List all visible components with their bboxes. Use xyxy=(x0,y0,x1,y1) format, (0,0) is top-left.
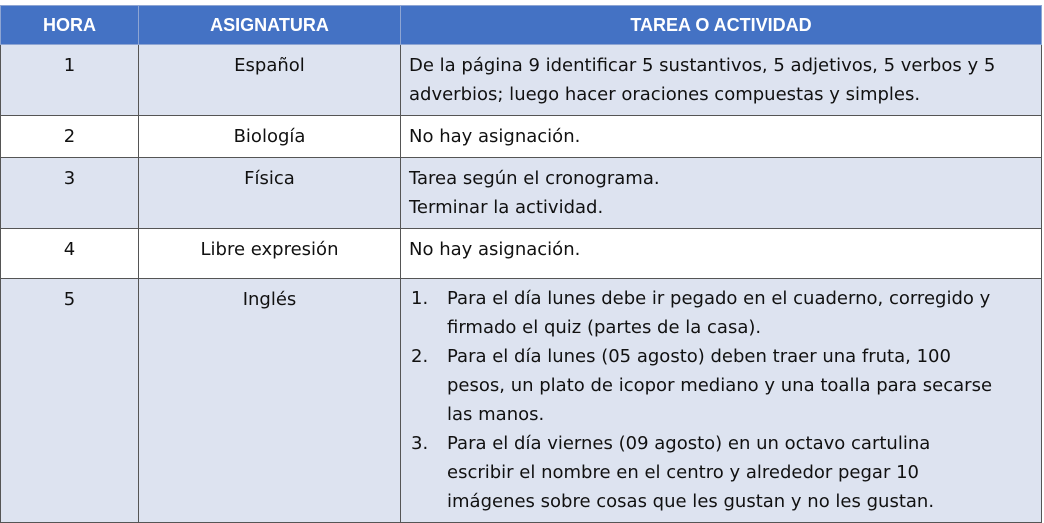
list-line: Para el día lunes debe ir pegado en el cuaderno, corregido y xyxy=(447,288,991,309)
tarea-cell xyxy=(401,158,1042,229)
hora-cell: 1 xyxy=(1,45,139,116)
table-row xyxy=(1,279,1042,523)
list-line: escribir el nombre en el centro y alrededor pegar 10 xyxy=(447,462,919,483)
list-line: imágenes sobre cosas que les gustan y no les gustan. xyxy=(447,491,935,512)
asignatura-cell: Física xyxy=(139,158,401,229)
header-hora: HORA xyxy=(1,6,139,45)
tarea-cell xyxy=(401,45,1042,116)
tarea-line: Tarea según el cronograma. xyxy=(409,168,660,189)
asignatura-cell: Inglés xyxy=(139,279,401,523)
list-line: Para el día lunes (05 agosto) deben traer una fruta, 100 xyxy=(447,346,951,367)
list-number: 3. xyxy=(411,433,429,454)
tarea-line: De la página 9 identificar 5 sustantivos, 5 adjetivos, 5 verbos y 5 xyxy=(409,55,996,76)
homework-table xyxy=(0,5,1042,523)
hora-cell: 4 xyxy=(1,229,139,279)
list-line: firmado el quiz (partes de la casa). xyxy=(447,317,762,338)
asignatura-cell: Biología xyxy=(139,116,401,158)
table-row xyxy=(1,229,1042,279)
asignatura-cell: Español xyxy=(139,45,401,116)
hora-cell: 2 xyxy=(1,116,139,158)
header-asignatura: ASIGNATURA xyxy=(139,6,401,45)
tarea-line: adverbios; luego hacer oraciones compuestas y simples. xyxy=(409,84,921,105)
list-item xyxy=(411,429,1033,516)
tarea-cell xyxy=(401,116,1042,158)
list-line: las manos. xyxy=(447,404,545,425)
table-row xyxy=(1,116,1042,158)
table-row xyxy=(1,158,1042,229)
tarea-line: No hay asignación. xyxy=(409,239,581,260)
list-line: pesos, un plato de icopor mediano y una toalla para secarse xyxy=(447,375,993,396)
header-tarea: TAREA O ACTIVIDAD xyxy=(401,6,1042,45)
tarea-list xyxy=(411,284,1033,516)
tarea-cell xyxy=(401,229,1042,279)
hora-cell: 3 xyxy=(1,158,139,229)
list-number: 1. xyxy=(411,288,429,309)
hora-cell: 5 xyxy=(1,279,139,523)
tarea-line: Terminar la actividad. xyxy=(409,197,604,218)
list-number: 2. xyxy=(411,346,429,367)
tarea-cell xyxy=(401,279,1042,523)
list-line: Para el día viernes (09 agosto) en un octavo cartulina xyxy=(447,433,931,454)
asignatura-cell: Libre expresión xyxy=(139,229,401,279)
header-row xyxy=(1,6,1042,45)
list-item xyxy=(411,284,1033,342)
tarea-line: No hay asignación. xyxy=(409,126,581,147)
table-row xyxy=(1,45,1042,116)
list-item xyxy=(411,342,1033,429)
